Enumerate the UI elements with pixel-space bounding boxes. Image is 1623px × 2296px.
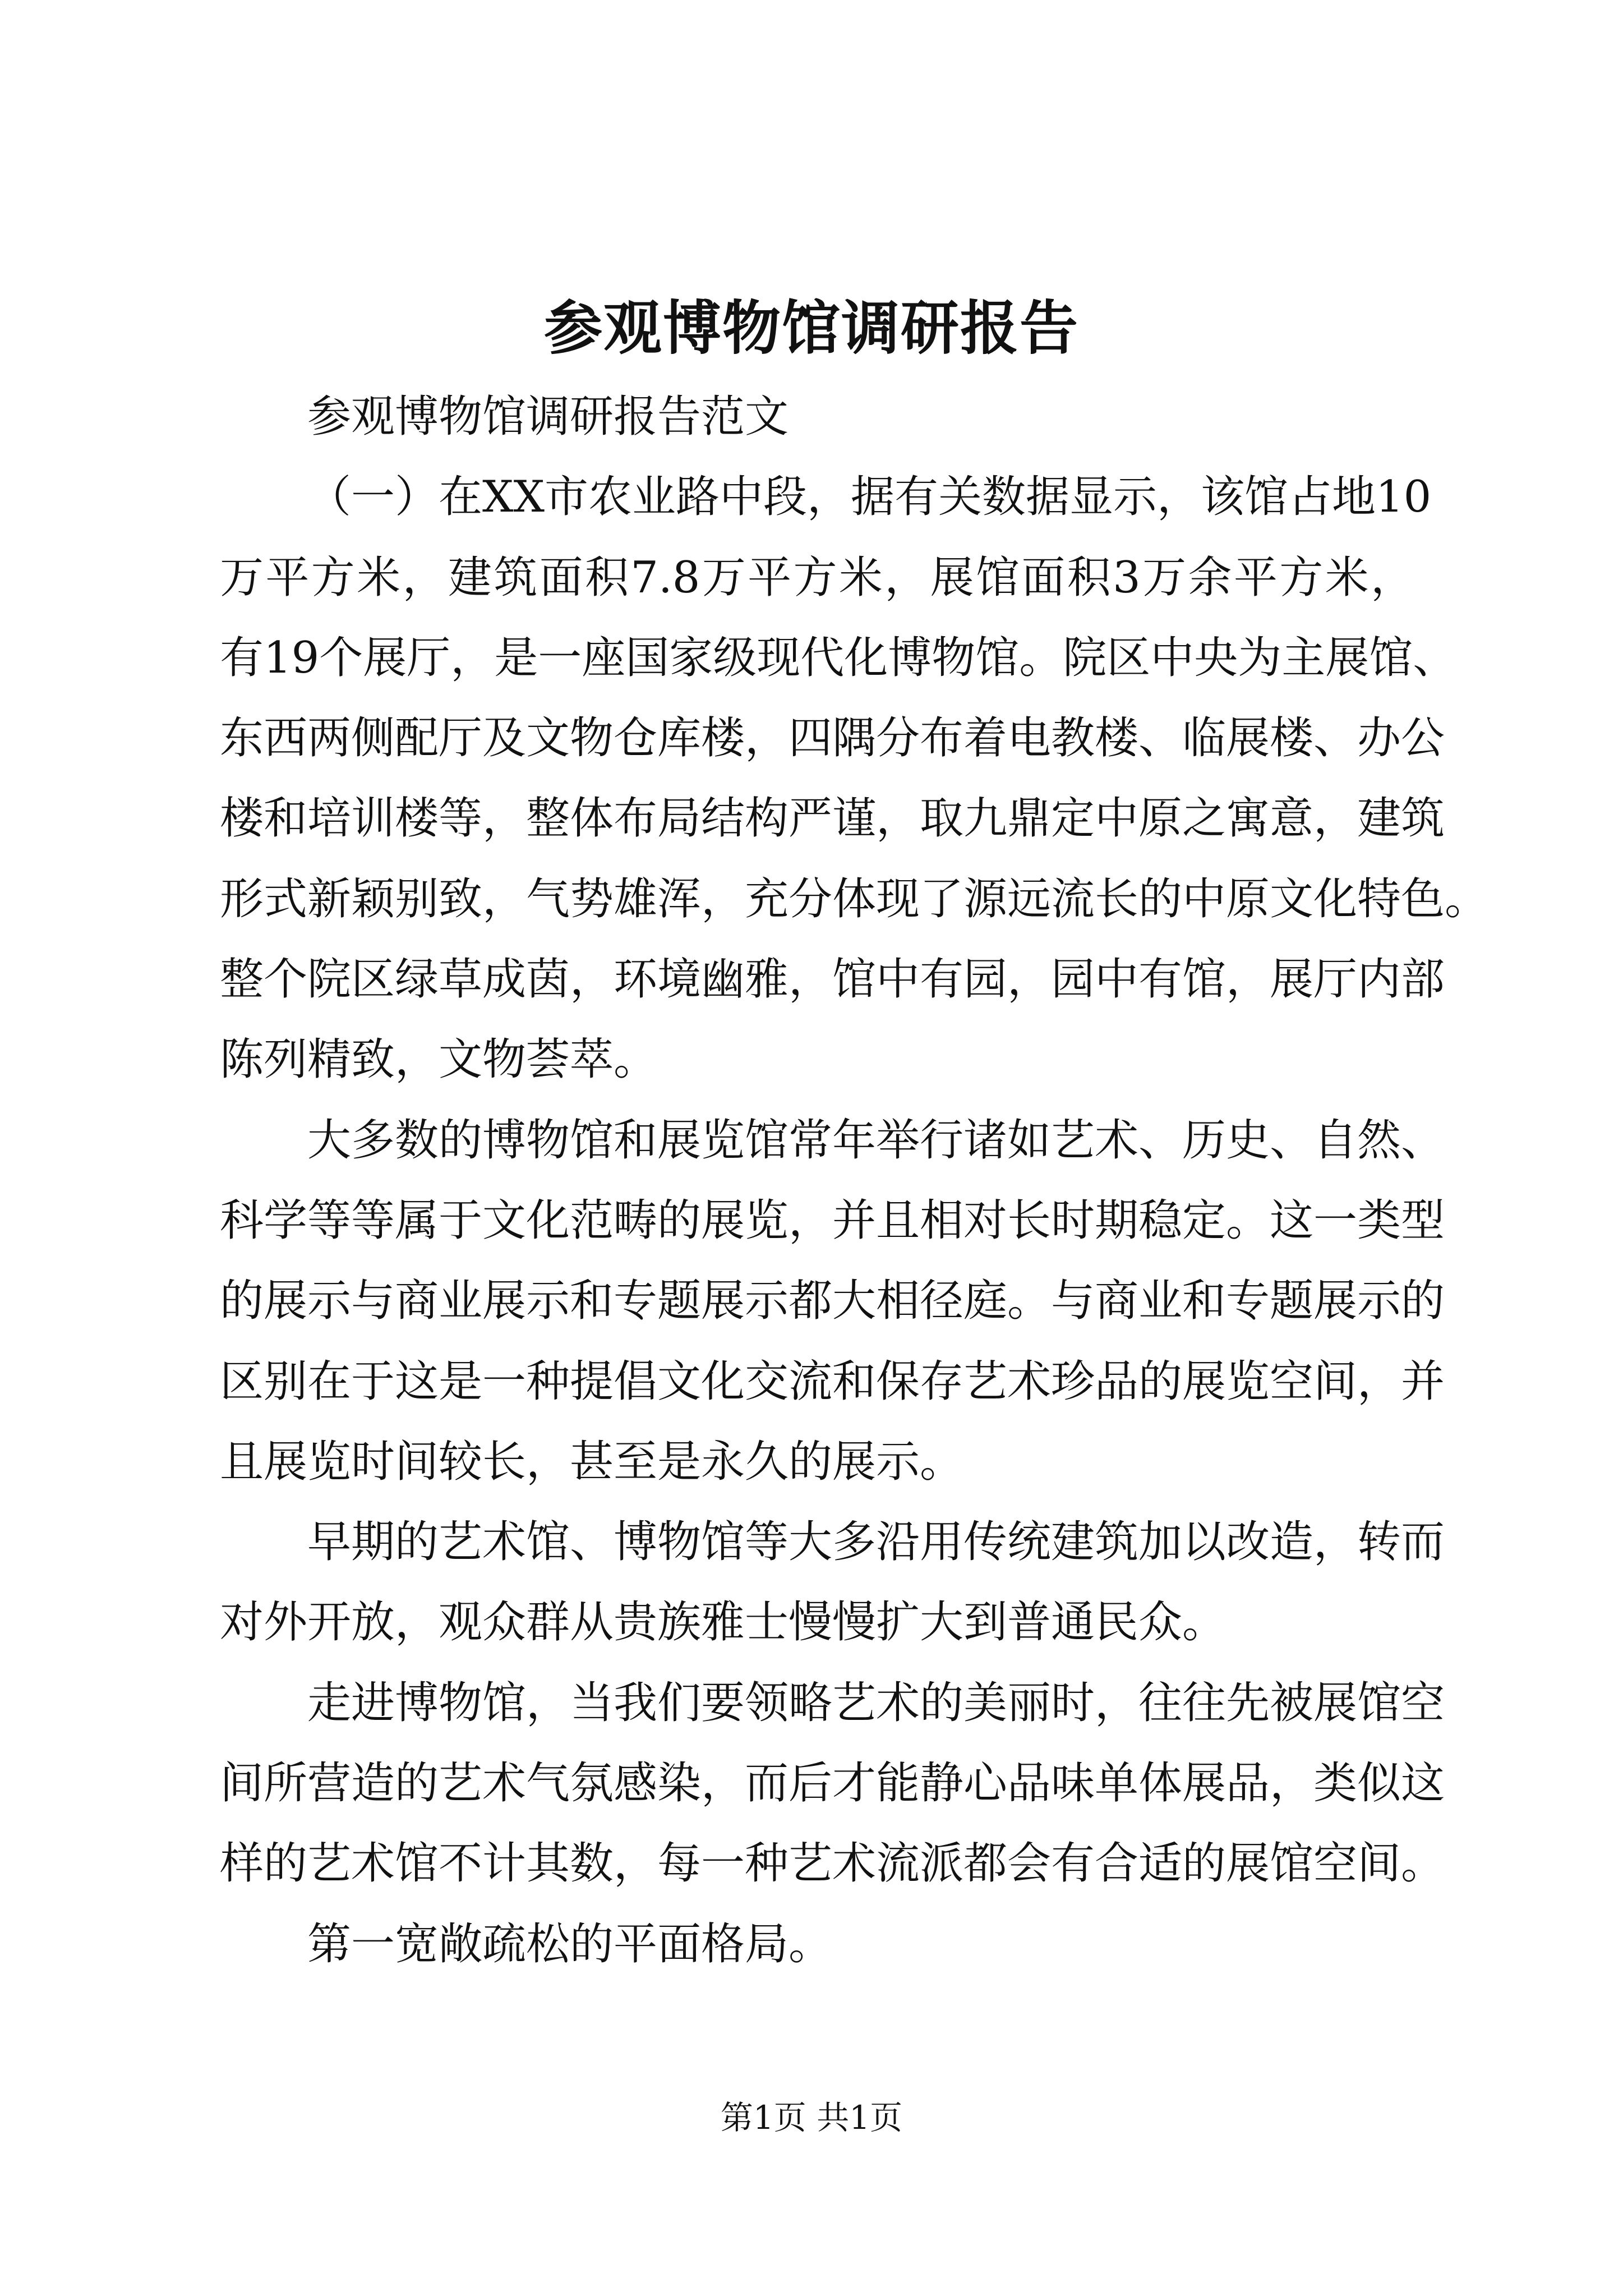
paragraph-line: 东西两侧配厅及文物仓库楼，四隅分布着电教楼、临展楼、办公: [220, 713, 1445, 764]
page-footer: 第1页 共1页: [720, 2099, 903, 2137]
paragraph-line: 陈列精致，文物荟萃。: [220, 1034, 658, 1085]
paragraph-line: 整个院区绿草成茵，环境幽雅，馆中有园，园中有馆，展厅内部: [220, 954, 1445, 1005]
paragraph-line: 间所营造的艺术气氛感染，而后才能静心品味单体展品，类似这: [220, 1758, 1445, 1809]
paragraph-line: 楼和培训楼等，整体布局结构严谨，取九鼎定中原之寓意，建筑: [220, 793, 1445, 844]
paragraph-line: 万平方米，建筑面积7.8万平方米，展馆面积3万余平方米，: [220, 552, 1414, 603]
paragraph-line: 对外开放，观众群从贵族雅士慢慢扩大到普通民众。: [220, 1597, 1227, 1648]
paragraph-line: （一）在XX市农业路中段，据有关数据显示，该馆占地10: [307, 472, 1432, 523]
paragraph-line: 且展览时间较长，甚至是永久的展示。: [220, 1436, 964, 1487]
paragraph-line: 形式新颖别致，气势雄浑，充分体现了源远流长的中原文化特色。: [220, 873, 1489, 924]
paragraph-line: 走进博物馆，当我们要领略艺术的美丽时，往往先被展馆空: [307, 1677, 1445, 1728]
document-title: 参观博物馆调研报告: [543, 293, 1079, 362]
paragraph-line: 大多数的博物馆和展览馆常年举行诸如艺术、历史、自然、: [307, 1115, 1445, 1166]
paragraph-line: 样的艺术馆不计其数，每一种艺术流派都会有合适的展馆空间。: [220, 1838, 1445, 1889]
paragraph-line: 区别在于这是一种提倡文化交流和保存艺术珍品的展览空间，并: [220, 1356, 1445, 1407]
subtitle-line: 参观博物馆调研报告范文: [307, 392, 789, 442]
document-body: [220, 377, 1489, 1985]
paragraph-line: 早期的艺术馆、博物馆等大多沿用传统建筑加以改造，转而: [307, 1517, 1445, 1568]
paragraph-line: 有19个展厅，是一座国家级现代化博物馆。院区中央为主展馆、: [220, 632, 1457, 683]
paragraph-line: 科学等等属于文化范畴的展览，并且相对长时期稳定。这一类型: [220, 1195, 1445, 1246]
paragraph-line: 的展示与商业展示和专题展示都大相径庭。与商业和专题展示的: [220, 1276, 1445, 1327]
paragraph-line: 第一宽敞疏松的平面格局。: [307, 1918, 833, 1970]
